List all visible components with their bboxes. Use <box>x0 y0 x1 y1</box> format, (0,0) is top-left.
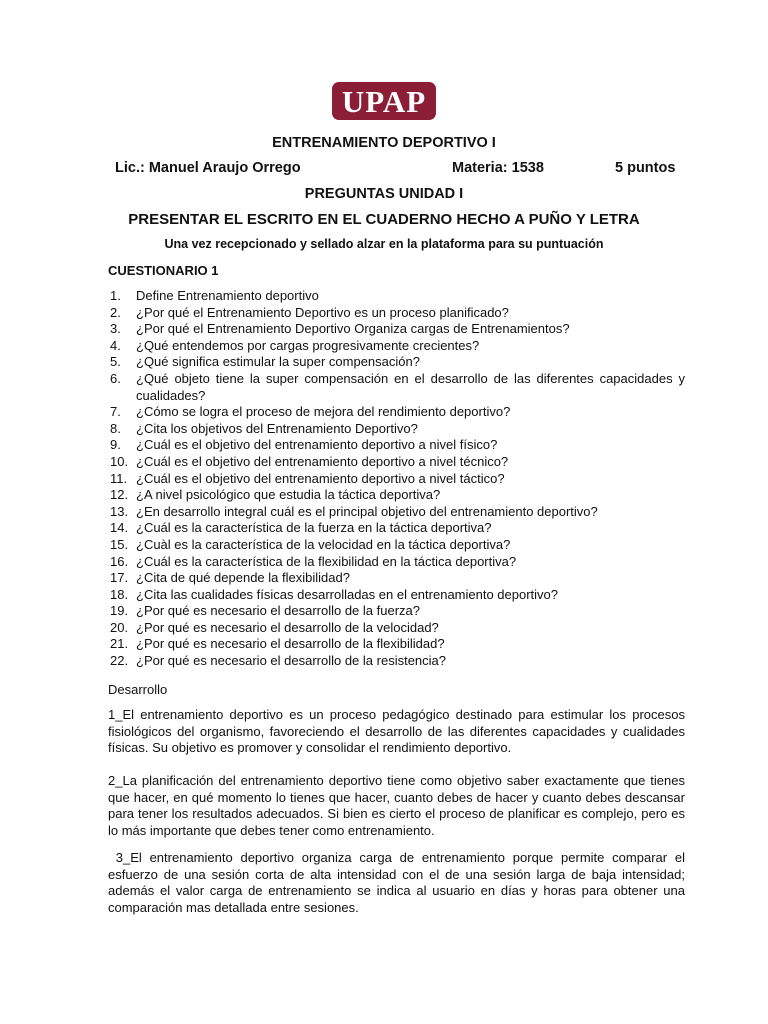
question-text: ¿Por qué el Entrenamiento Deportivo Organiza cargas de Entrenamientos? <box>136 321 570 337</box>
question-item <box>108 371 685 404</box>
question-item <box>108 603 685 620</box>
question-text: Define Entrenamiento deportivo <box>136 288 319 303</box>
question-text: ¿Cuál es el objetivo del entrenamiento deportivo a nivel físico? <box>136 437 498 453</box>
instruction-heading: PRESENTAR EL ESCRITO EN EL CUADERNO HECHO A PUÑO Y LETRA <box>128 211 640 228</box>
question-number: 17. <box>110 570 129 586</box>
question-text: ¿A nivel psicológico que estudia la táctica deportiva? <box>136 487 441 503</box>
question-item <box>108 404 685 421</box>
question-text: ¿Cuál es la característica de la flexibilidad en la táctica deportiva? <box>136 553 517 569</box>
points-value: 5 puntos <box>615 160 676 176</box>
submission-note: Una vez recepcionado y sellado alzar en la plataforma para su puntuación <box>164 237 604 251</box>
unit-subtitle: PREGUNTAS UNIDAD I <box>304 186 464 202</box>
question-text: ¿Cita de qué depende la flexibilidad? <box>136 570 350 586</box>
question-item <box>108 653 685 670</box>
question-item <box>108 636 685 653</box>
question-text: ¿Cómo se logra el proceso de mejora del rendimiento deportivo? <box>136 404 511 420</box>
question-list <box>108 288 685 670</box>
question-item <box>108 537 685 554</box>
question-number: 7. <box>110 404 121 420</box>
question-number: 20. <box>110 619 129 635</box>
question-number: 2. <box>110 304 121 320</box>
questionnaire-heading: CUESTIONARIO 1 <box>108 263 219 278</box>
question-item <box>108 570 685 587</box>
question-text: ¿Qué entendemos por cargas progresivamente crecientes? <box>136 337 480 353</box>
question-item <box>108 520 685 537</box>
question-item <box>108 437 685 454</box>
question-text: ¿Por qué es necesario el desarrollo de la velocidad? <box>136 619 439 635</box>
answer-paragraph-2: 2_La planificación del entrenamiento deportivo tiene como objetivo saber exactamente que tienes que hacer, en qué momento lo tienes que hacer, cuanto debes de hacer y cuanto debes descansar para tener los resultados adecuados. Si bien es cierto el proceso de planificar es complejo, pero es lo más importante que debes tener como entrenamiento. <box>108 773 685 838</box>
question-item <box>108 354 685 371</box>
question-text: ¿Por qué el Entrenamiento Deportivo es un proceso planificado? <box>136 304 509 320</box>
question-number: 3. <box>110 321 121 337</box>
upap-logo: UPAP <box>332 82 436 120</box>
question-number: 19. <box>110 603 129 619</box>
question-number: 15. <box>110 536 129 552</box>
question-text: ¿Cuál es la característica de la fuerza en la táctica deportiva? <box>136 520 492 536</box>
question-number: 6. <box>110 370 121 386</box>
question-number: 13. <box>110 503 129 519</box>
question-item <box>108 454 685 471</box>
question-number: 8. <box>110 420 121 436</box>
question-text: ¿Por qué es necesario el desarrollo de la resistencia? <box>136 653 447 669</box>
question-item <box>108 554 685 571</box>
question-text: ¿Por qué es necesario el desarrollo de la fuerza? <box>136 603 420 619</box>
question-number: 5. <box>110 354 121 370</box>
question-item <box>108 504 685 521</box>
question-item <box>108 471 685 488</box>
question-number: 14. <box>110 520 129 536</box>
question-item <box>108 321 685 338</box>
instructor-name: Lic.: Manuel Araujo Orrego <box>115 160 301 176</box>
question-number: 10. <box>110 453 129 469</box>
document-title: ENTRENAMIENTO DEPORTIVO I <box>272 135 496 151</box>
question-text: ¿Cita las cualidades físicas desarrolladas en el entrenamiento deportivo? <box>136 586 559 602</box>
question-text: ¿Por qué es necesario el desarrollo de la flexibilidad? <box>136 636 445 652</box>
question-item <box>108 338 685 355</box>
logo-container <box>0 82 768 120</box>
question-number: 4. <box>110 337 121 353</box>
question-text: ¿Qué objeto tiene la super compensación en el desarrollo de las diferentes capacidades y cualidades? <box>136 370 685 403</box>
question-item <box>108 620 685 637</box>
question-item <box>108 487 685 504</box>
question-number: 9. <box>110 437 121 453</box>
question-text: ¿Cuál es el objetivo del entrenamiento deportivo a nivel técnico? <box>136 453 509 469</box>
question-number: 18. <box>110 586 129 602</box>
question-text: ¿En desarrollo integral cuál es el principal objetivo del entrenamiento deportivo? <box>136 503 598 519</box>
question-number: 22. <box>110 653 129 669</box>
development-heading: Desarrollo <box>108 682 168 697</box>
materia-code: Materia: 1538 <box>452 160 544 176</box>
answer-paragraph-3: 3_El entrenamiento deportivo organiza carga de entrenamiento porque permite comparar el esfuerzo de una sesión corta de alta intensidad con el de una sesión larga de baja intensidad; además el valor carga de entrenamiento se indica al usuario en días y horas para obtener una comparación mas detallada entre sesiones. <box>108 850 689 915</box>
question-number: 1. <box>110 288 121 303</box>
answer-paragraph-1: 1_El entrenamiento deportivo es un proceso pedagógico destinado para estimular los procesos fisiológicos del organismo, favoreciendo el desarrollo de las diferentes capacidades y cualidades físicas. Su objetivo es promover y consolidar el rendimiento deportivo. <box>108 707 685 756</box>
instructor-row <box>115 160 715 180</box>
question-number: 11. <box>110 470 128 486</box>
question-item <box>108 305 685 322</box>
question-number: 16. <box>110 553 129 569</box>
question-text: ¿Cita los objetivos del Entrenamiento Deportivo? <box>136 420 418 436</box>
question-item <box>108 421 685 438</box>
question-number: 12. <box>110 487 129 503</box>
question-item <box>108 288 685 305</box>
question-text: ¿Cuál es el objetivo del entrenamiento deportivo a nivel táctico? <box>136 470 505 486</box>
question-number: 21. <box>110 636 129 652</box>
question-item <box>108 587 685 604</box>
question-text: ¿Qué significa estimular la super compensación? <box>136 354 420 370</box>
question-text: ¿Cuàl es la característica de la velocidad en la táctica deportiva? <box>136 536 511 552</box>
